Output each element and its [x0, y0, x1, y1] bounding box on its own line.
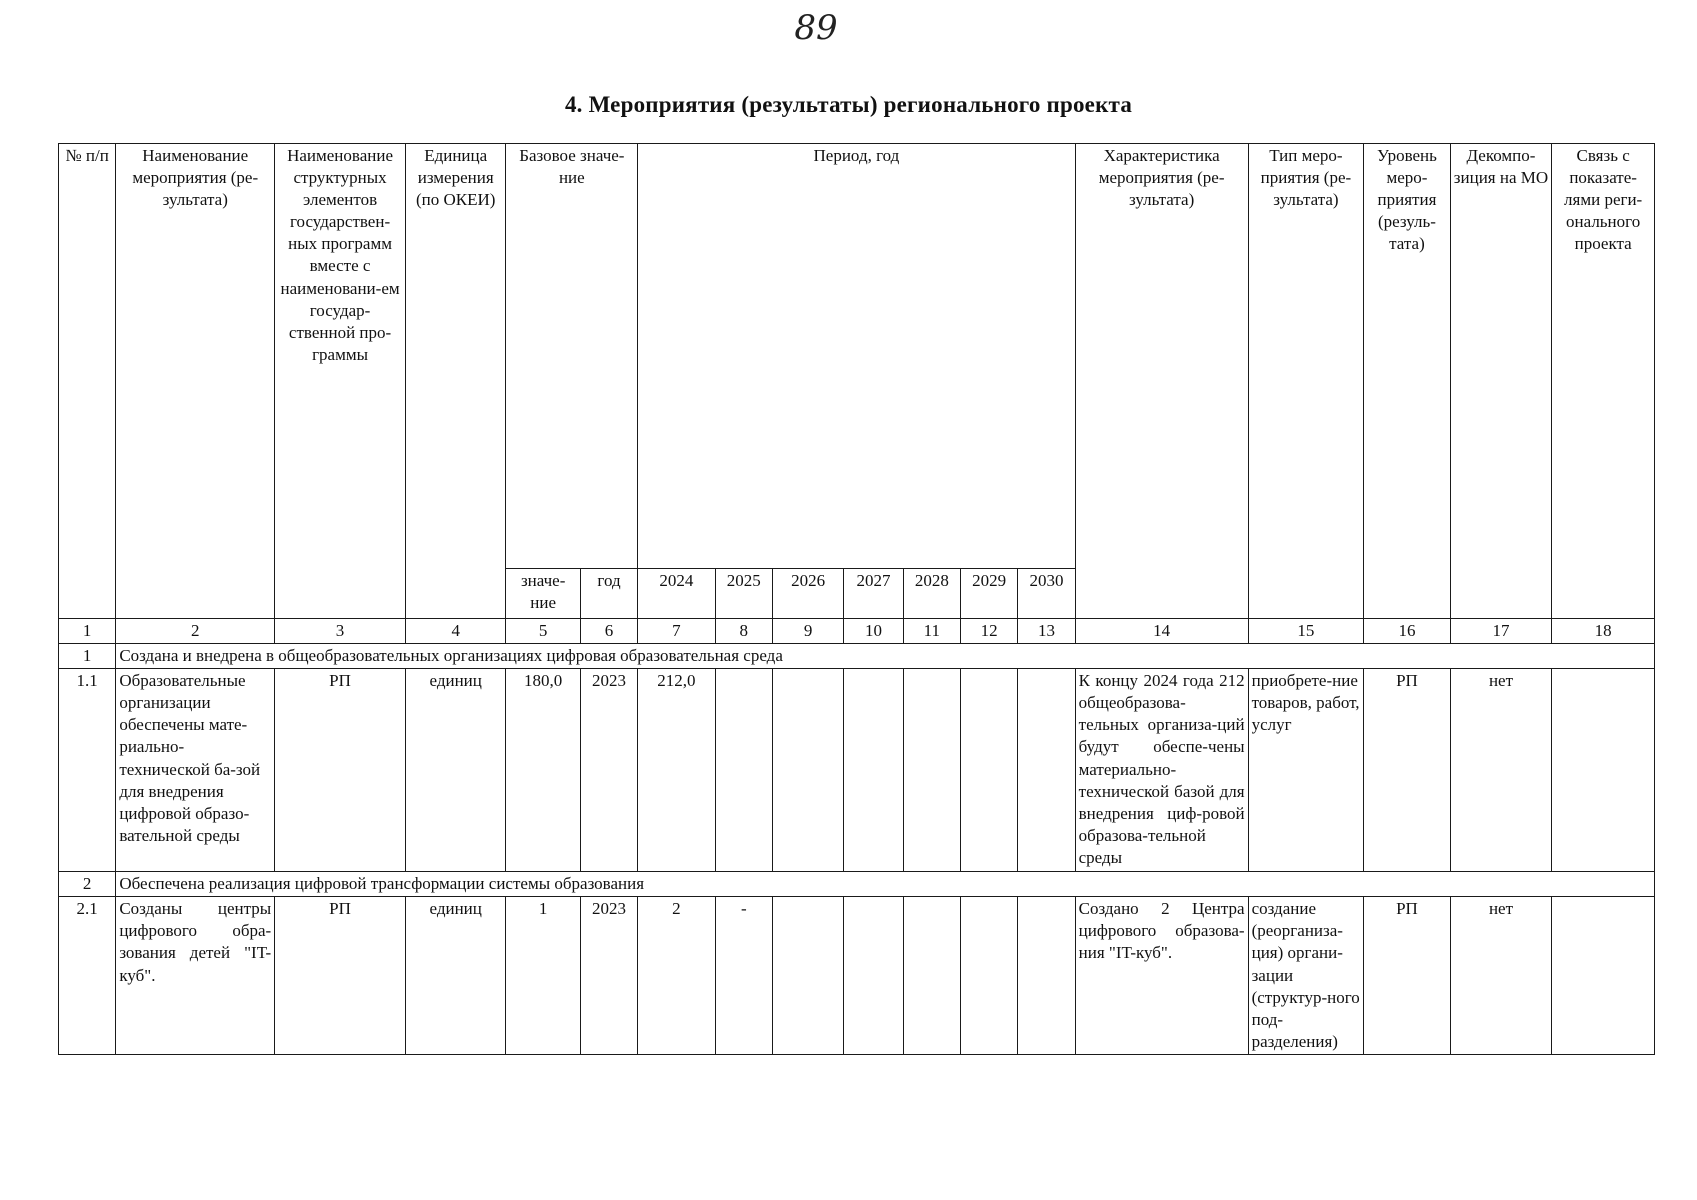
- row-activity-name: Созданы центры цифрового обра-зования детей "IT-куб".: [116, 897, 275, 1055]
- row-value-2025: -: [715, 897, 772, 1055]
- section-number: 2: [59, 872, 116, 897]
- row-decomposition: нет: [1450, 897, 1552, 1055]
- row-unit: единиц: [405, 897, 506, 1055]
- column-number: 6: [580, 619, 637, 644]
- row-value-2027: [844, 669, 903, 872]
- row-value-2025: [715, 669, 772, 872]
- header-cell-year-2030: 2030: [1018, 569, 1075, 619]
- header-cell-year-2026: 2026: [772, 569, 843, 619]
- header-cell-activity-name: Наименование мероприятия (ре-зультата): [116, 144, 275, 619]
- row-value-2024: 212,0: [638, 669, 715, 872]
- column-number-row: [59, 619, 1655, 644]
- column-number: 3: [275, 619, 406, 644]
- row-activity-type: приобрете-ние товаров, работ, услуг: [1248, 669, 1364, 872]
- row-base-year: 2023: [580, 669, 637, 872]
- section-row-2: [59, 872, 1655, 897]
- header-cell-base-value-amount: значе-ние: [506, 569, 580, 619]
- row-characteristic: Создано 2 Центра цифрового образова-ния "IT-куб".: [1075, 897, 1248, 1055]
- column-number: 7: [638, 619, 715, 644]
- column-number: 11: [903, 619, 960, 644]
- column-number: 2: [116, 619, 275, 644]
- header-cell-structural-elements: Наименование структурных элементов государствен-ных программ вместе с наименовани-ем государ-ственной про-граммы: [275, 144, 406, 619]
- column-number: 1: [59, 619, 116, 644]
- column-number: 15: [1248, 619, 1364, 644]
- section-title-cell: Создана и внедрена в общеобразовательных организациях цифровая образовательная среда: [116, 644, 1655, 669]
- row-number: 1.1: [59, 669, 116, 872]
- column-number: 4: [405, 619, 506, 644]
- header-cell-activity-level: Уровень меро-приятия (резуль-тата): [1364, 144, 1450, 619]
- header-cell-year-2028: 2028: [903, 569, 960, 619]
- row-base-year: 2023: [580, 897, 637, 1055]
- header-cell-activity-type: Тип меро-приятия (ре-зультата): [1248, 144, 1364, 619]
- section-title-cell: Обеспечена реализация цифровой трансформации системы образования: [116, 872, 1655, 897]
- row-number: 2.1: [59, 897, 116, 1055]
- row-value-2028: [903, 897, 960, 1055]
- handwritten-page-number: 89: [794, 8, 838, 48]
- row-activity-type: создание (реорганиза-ция) органи-зации (структур-ного под-разделения): [1248, 897, 1364, 1055]
- header-cell-year-2025: 2025: [715, 569, 772, 619]
- column-number: 9: [772, 619, 843, 644]
- header-cell-unit: Единица измерения (по ОКЕИ): [405, 144, 506, 619]
- row-indicator-link: [1552, 897, 1655, 1055]
- section-title: 4. Мероприятия (результаты) регионального проекта: [564, 92, 1133, 117]
- regional-project-activities-table: [58, 143, 1655, 1055]
- header-cell-year-2027: 2027: [844, 569, 903, 619]
- row-activity-name: Образовательные организации обеспечены мате-риально-технической ба-зой для внедрения цифровой образо-вательной среды: [116, 669, 275, 872]
- column-number: 10: [844, 619, 903, 644]
- column-number: 14: [1075, 619, 1248, 644]
- column-number: 18: [1552, 619, 1655, 644]
- section-number: 1: [59, 644, 116, 669]
- row-base-value: 180,0: [506, 669, 580, 872]
- row-value-2029: [960, 669, 1017, 872]
- row-structural-element: РП: [275, 669, 406, 872]
- table-row: [59, 897, 1655, 1055]
- row-activity-level: РП: [1364, 897, 1450, 1055]
- header-cell-base-value: Базовое значе-ние: [506, 144, 638, 569]
- row-value-2029: [960, 897, 1017, 1055]
- row-value-2028: [903, 669, 960, 872]
- header-cell-year-2029: 2029: [960, 569, 1017, 619]
- row-activity-level: РП: [1364, 669, 1450, 872]
- column-number: 5: [506, 619, 580, 644]
- column-number: 8: [715, 619, 772, 644]
- section-row-1: [59, 644, 1655, 669]
- column-number: 16: [1364, 619, 1450, 644]
- row-characteristic: К концу 2024 года 212 общеобразова-тельных организа-ций будут обеспе-чены материально-технической базой для внедрения циф-ровой образова-тельной среды: [1075, 669, 1248, 872]
- header-cell-indicator-link: Связь с показате-лями реги-онального проекта: [1552, 144, 1655, 619]
- row-indicator-link: [1552, 669, 1655, 872]
- row-unit: единиц: [405, 669, 506, 872]
- header-cell-period: Период, год: [638, 144, 1075, 569]
- header-cell-characteristic: Характеристика мероприятия (ре-зультата): [1075, 144, 1248, 619]
- header-cell-year-2024: 2024: [638, 569, 715, 619]
- column-number: 12: [960, 619, 1017, 644]
- table-row: [59, 669, 1655, 872]
- row-value-2026: [772, 897, 843, 1055]
- row-value-2024: 2: [638, 897, 715, 1055]
- row-value-2026: [772, 669, 843, 872]
- header-cell-base-year: год: [580, 569, 637, 619]
- row-decomposition: нет: [1450, 669, 1552, 872]
- row-base-value: 1: [506, 897, 580, 1055]
- row-value-2030: [1018, 897, 1075, 1055]
- header-cell-number: № п/п: [59, 144, 116, 619]
- column-number: 13: [1018, 619, 1075, 644]
- table-header-row: [59, 144, 1655, 569]
- row-value-2027: [844, 897, 903, 1055]
- row-value-2030: [1018, 669, 1075, 872]
- column-number: 17: [1450, 619, 1552, 644]
- header-cell-decomposition: Декомпо-зиция на МО: [1450, 144, 1552, 619]
- row-structural-element: РП: [275, 897, 406, 1055]
